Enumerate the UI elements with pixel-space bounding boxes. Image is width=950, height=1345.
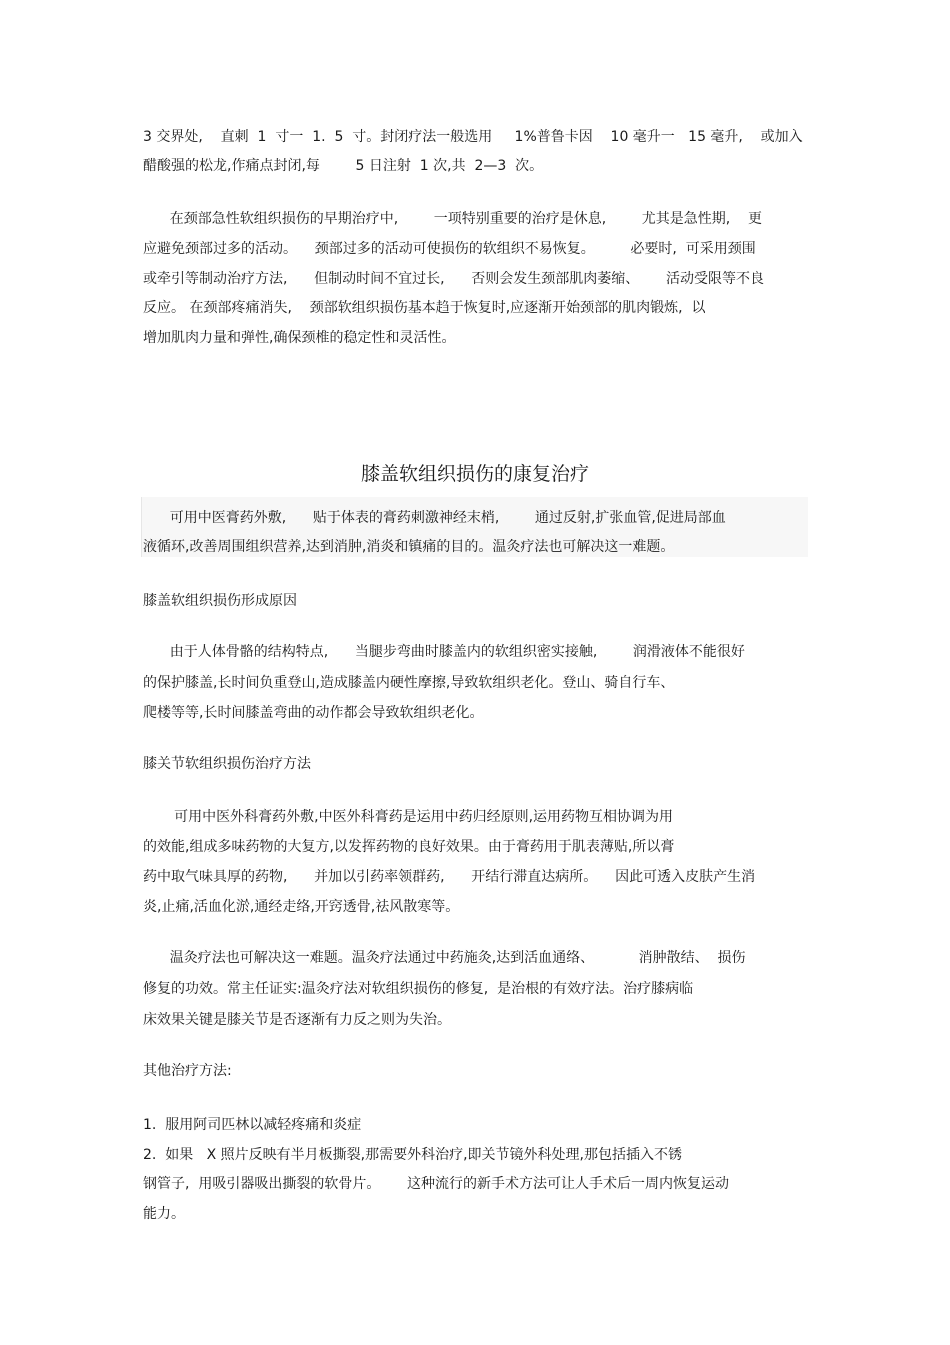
paragraph-line: 醋酸强的松龙,作痛点封闭,每 5 日注射 1 次,共 2—3 次。 xyxy=(143,158,544,174)
paragraph-line: 炎,止痛,活血化淤,通经走络,开窍透骨,祛风散寒等。 xyxy=(143,899,460,915)
paragraph-line: 的保护膝盖,长时间负重登山,造成膝盖内硬性摩擦,导致软组织老化。登山、骑自行车、 xyxy=(143,675,675,691)
paragraph-line: 钢管子, 用吸引器吸出撕裂的软骨片。 这种流行的新手术方法可让人手术后一周内恢复运动 xyxy=(143,1176,730,1192)
paragraph-line: 液循环,改善周围组织营养,达到消肿,消炎和镇痛的目的。温灸疗法也可解决这一难题。 xyxy=(143,539,675,555)
paragraph-line: 在颈部急性软组织损伤的早期治疗中, 一项特别重要的治疗是休息, 尤其是急性期, 更 xyxy=(143,211,763,227)
paragraph-line: 3 交界处, 直刺 1 寸一 1. 5 寸。封闭疗法一般选用 1%普鲁卡因 10 毫升一 15 毫升, 或加入 xyxy=(143,129,803,145)
paragraph-line: 温灸疗法也可解决这一难题。温灸疗法通过中药施灸,达到活血通络、 消肿散结、 损伤 xyxy=(143,950,746,966)
paragraph-line: 可用中医外科膏药外敷,中医外科膏药是运用中药归经原则,运用药物互相协调为用 xyxy=(143,809,674,825)
paragraph-line: 由于人体骨骼的结构特点, 当腿步弯曲时膝盖内的软组织密实接触, 润滑液体不能很好 xyxy=(143,644,745,660)
paragraph-line: 药中取气味具厚的药物, 并加以引药率领群药, 开结行滞直达病所。 因此可透入皮肤产生消 xyxy=(143,869,756,885)
subheading: 其他治疗方法: xyxy=(143,1063,232,1079)
paragraph-line: 的效能,组成多味药物的大复方,以发挥药物的良好效果。由于膏药用于肌表薄贴,所以膏 xyxy=(143,839,675,855)
subheading: 膝关节软组织损伤治疗方法 xyxy=(143,756,311,772)
list-item: 1. 服用阿司匹林以减轻疼痛和炎症 xyxy=(143,1117,362,1133)
paragraph-line: 爬楼等等,长时间膝盖弯曲的动作都会导致软组织老化。 xyxy=(143,705,484,721)
list-item: 2. 如果 X 照片反映有半月板撕裂,那需要外科治疗,即关节镜外科处理,那包括插入不锈 xyxy=(143,1147,682,1163)
paragraph-line: 增加肌肉力量和弹性,确保颈椎的稳定性和灵活性。 xyxy=(143,330,456,346)
paragraph-line: 修复的功效。常主任证实:温灸疗法对软组织损伤的修复, 是治根的有效疗法。治疗膝病临 xyxy=(143,981,694,997)
paragraph-line: 反应。 在颈部疼痛消失, 颈部软组织损伤基本趋于恢复时,应逐渐开始颈部的肌肉锻炼, 以 xyxy=(143,300,706,316)
paragraph-line: 可用中医膏药外敷, 贴于体表的膏药刺激神经末梢, 通过反射,扩张血管,促进局部血 xyxy=(143,510,726,526)
paragraph-line: 或牵引等制动治疗方法, 但制动时间不宜过长, 否则会发生颈部肌肉萎缩、 活动受限等不良 xyxy=(143,271,765,287)
section-title: 膝盖软组织损伤的康复治疗 xyxy=(360,463,589,485)
subheading: 膝盖软组织损伤形成原因 xyxy=(143,593,297,609)
paragraph-line: 能力。 xyxy=(143,1206,185,1222)
paragraph-line: 床效果关键是膝关节是否逐渐有力反之则为失治。 xyxy=(143,1012,451,1028)
paragraph-line: 应避免颈部过多的活动。 颈部过多的活动可使损伤的软组织不易恢复。 必要时, 可采用颈围 xyxy=(143,241,756,257)
